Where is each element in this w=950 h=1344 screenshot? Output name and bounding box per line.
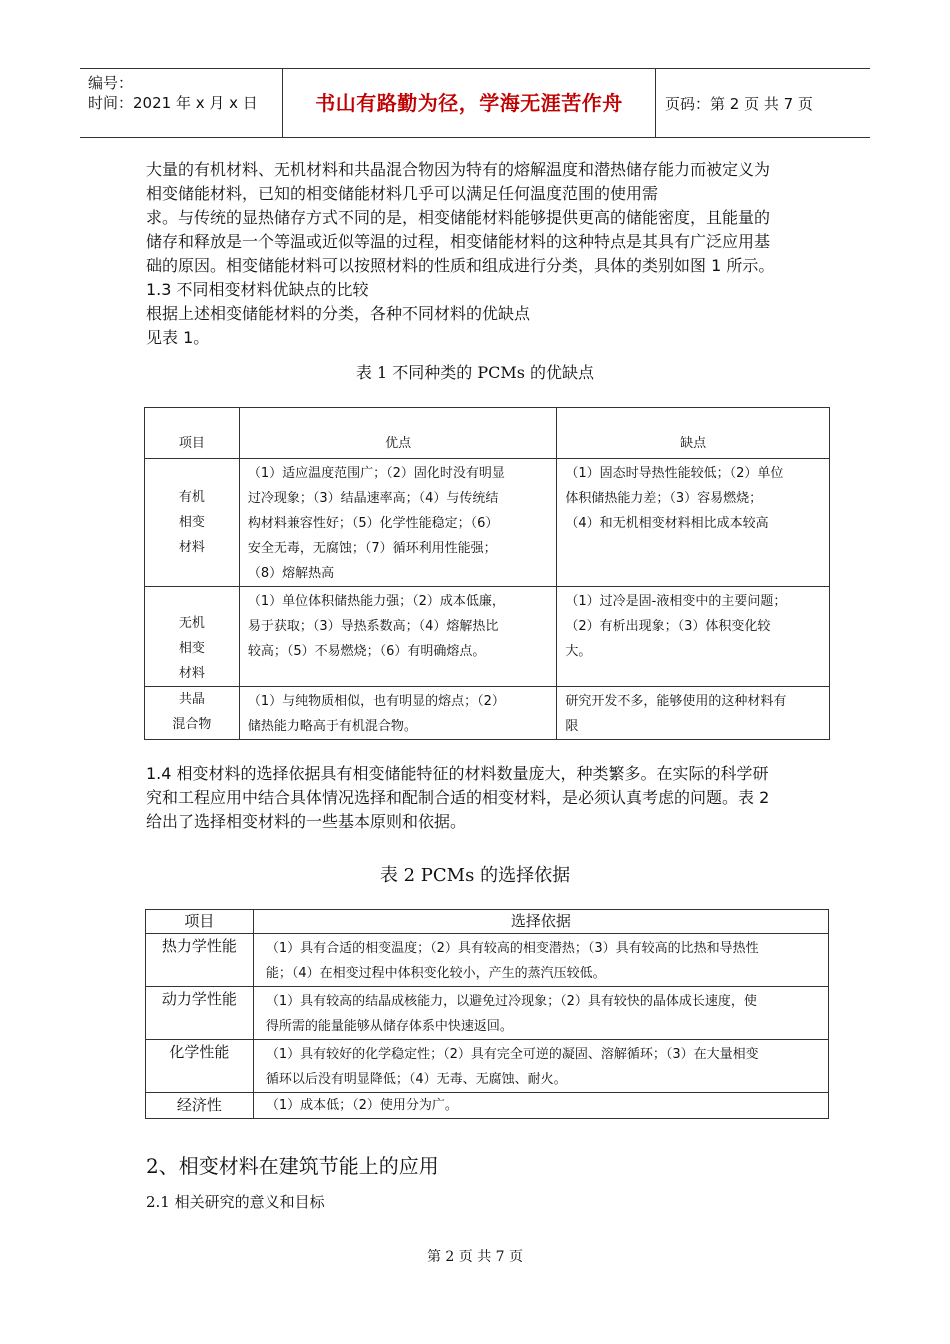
row-pros-organic xyxy=(239,459,557,587)
cell-line: （1）固态时导热性能较低；（2）单位 xyxy=(565,466,784,481)
table1-header-cons: 缺点 xyxy=(557,408,830,459)
row-name-chemical: 化学性能 xyxy=(146,1040,254,1093)
section-2-1-heading: 2.1 相关研究的意义和目标 xyxy=(146,1193,325,1211)
cell-line: （1）适应温度范围广；（2）固化时没有明显 xyxy=(247,466,505,481)
text-line: 根据上述相变储能材料的分类，各种不同材料的优缺点 xyxy=(146,304,531,323)
cell-line: 较高；（5）不易燃烧；（6）有明确熔点。 xyxy=(247,644,486,659)
cell-line: （1）具有较好的化学稳定性；（2）具有完全可逆的凝固、溶解循环；（3）在大量相变 xyxy=(265,1047,759,1062)
row-name-thermo: 热力学性能 xyxy=(146,934,254,987)
row-name-line: 有机 xyxy=(178,490,205,505)
table-row xyxy=(145,687,830,740)
cell-line: （8）熔解热高 xyxy=(247,566,335,581)
cell-line: 构材料兼容性好；（5）化学性能稳定；（6） xyxy=(247,516,499,531)
text-line: 1.4 相变材料的选择依据具有相变储能特征的材料数量庞大，种类繁多。在实际的科学研 xyxy=(146,764,769,783)
table2-header-row xyxy=(146,910,829,934)
cell-line: 限 xyxy=(565,719,579,734)
cell-line: 能；（4）在相变过程中体积变化较小，产生的蒸汽压较低。 xyxy=(265,966,606,981)
table1-header-item: 项目 xyxy=(145,408,240,459)
row-name-line: 混合物 xyxy=(172,717,212,732)
row-basis-kinetic xyxy=(253,987,828,1040)
cell-line: 储热能力略高于有机混合物。 xyxy=(247,719,417,734)
cell-line: （1）单位体积储热能力强；（2）成本低廉， xyxy=(247,594,505,609)
text-line: 大量的有机材料、无机材料和共晶混合物因为特有的熔解温度和潜热储存能力而被定义为 xyxy=(146,160,771,179)
cell-line: 过冷现象；（3）结晶速率高；（4）与传统结 xyxy=(247,491,499,506)
cell-line: 研究开发不多，能够使用的这种材料有 xyxy=(565,694,787,709)
text-line: 给出了选择相变材料的一些基本原则和依据。 xyxy=(146,812,467,831)
row-name-line: 相变 xyxy=(178,515,205,530)
cell-line: 体积储热能力差；（3）容易燃烧； xyxy=(565,491,763,506)
page-header xyxy=(80,68,870,138)
section-1-4-paragraph xyxy=(146,762,769,834)
cell-line: （4）和无机相变材料相比成本较高 xyxy=(565,516,769,531)
table-row xyxy=(146,987,829,1040)
cell-line: （1）具有较高的结晶成核能力，以避免过冷现象；（2）具有较快的晶体成长速度，使 xyxy=(265,994,757,1009)
row-basis-chemical xyxy=(253,1040,828,1093)
cell-line: （1）过冷是固-液相变中的主要问题； xyxy=(565,594,787,609)
intro-paragraph xyxy=(146,158,774,350)
row-name-line: 相变 xyxy=(178,641,205,656)
cell-line: 大。 xyxy=(565,644,592,659)
header-divider-right xyxy=(655,69,656,137)
text-line: 求。与传统的显热储存方式不同的是，相变储能材料能够提供更高的储能密度，且能量的 xyxy=(146,208,771,227)
row-name-line: 材料 xyxy=(178,666,205,681)
text-line: 见表 1。 xyxy=(146,328,210,347)
row-name-line: 材料 xyxy=(178,540,205,555)
cell-line: 循环以后没有明显降低；（4）无毒、无腐蚀、耐火。 xyxy=(265,1072,567,1087)
table1-header-pros: 优点 xyxy=(239,408,557,459)
row-name-economic: 经济性 xyxy=(146,1093,254,1119)
cell-line: 易于获取；（3）导热系数高；（4）熔解热比 xyxy=(247,619,499,634)
table1-caption: 表 1 不同种类的 PCMs 的优缺点 xyxy=(355,363,595,382)
header-page-number: 页码：第 2 页 共 7 页 xyxy=(665,95,813,113)
table-row xyxy=(145,587,830,687)
table-row xyxy=(146,934,829,987)
table-row xyxy=(146,1093,829,1119)
row-name-inorganic xyxy=(145,587,240,687)
table1-header-row xyxy=(145,408,830,459)
row-name-eutectic xyxy=(145,687,240,740)
row-cons-organic xyxy=(557,459,830,587)
row-name-organic xyxy=(145,459,240,587)
cell-line: （1）成本低；（2）使用分为广。 xyxy=(265,1098,458,1113)
row-cons-eutectic xyxy=(557,687,830,740)
header-number: 编号： xyxy=(88,74,134,92)
text-line: 相变储能材料，已知的相变储能材料几乎可以满足任何温度范围的使用需 xyxy=(146,184,659,203)
cell-line: （1）与纯物质相似，也有明显的熔点；（2） xyxy=(247,694,505,709)
header-time: 时间：2021 年 x 月 x 日 xyxy=(88,94,258,112)
table2-caption: 表 2 PCMs 的选择依据 xyxy=(379,865,571,886)
row-name-kinetic: 动力学性能 xyxy=(146,987,254,1040)
text-line: 础的原因。相变储能材料可以按照材料的性质和组成进行分类，具体的类别如图 1 所示。 xyxy=(146,256,775,275)
row-basis-economic xyxy=(253,1093,828,1119)
cell-line: 得所需的能量能够从储存体系中快速返回。 xyxy=(265,1019,513,1034)
cell-line: 安全无毒，无腐蚀；（7）循环利用性能强； xyxy=(247,541,497,556)
cell-line: （1）具有合适的相变温度；（2）具有较高的相变潜热；（3）具有较高的比热和导热性 xyxy=(265,941,759,956)
section-heading-1-3: 1.3 不同相变材料优缺点的比较 xyxy=(146,280,369,299)
text-line: 究和工程应用中结合具体情况选择和配制合适的相变材料，是必须认真考虑的问题。表 2 xyxy=(146,788,770,807)
row-pros-eutectic xyxy=(239,687,557,740)
row-name-line: 无机 xyxy=(178,616,205,631)
row-pros-inorganic xyxy=(239,587,557,687)
row-basis-thermo xyxy=(253,934,828,987)
table-row xyxy=(146,1040,829,1093)
table2 xyxy=(145,909,829,1119)
row-name-line: 共晶 xyxy=(178,692,205,707)
row-cons-inorganic xyxy=(557,587,830,687)
section-2-heading: 2、相变材料在建筑节能上的应用 xyxy=(146,1154,439,1178)
table-row xyxy=(145,459,830,587)
cell-line: （2）有析出现象；（3）体积变化较 xyxy=(565,619,771,634)
page-footer: 第 2 页 共 7 页 xyxy=(426,1249,524,1265)
table2-header-item: 项目 xyxy=(146,910,254,934)
header-motto: 书山有路勤为径，学海无涯苦作舟 xyxy=(315,91,623,115)
table1 xyxy=(144,407,830,740)
text-line: 储存和释放是一个等温或近似等温的过程，相变储能材料的这种特点是其具有广泛应用基 xyxy=(146,232,771,251)
header-meta xyxy=(88,73,258,113)
table2-header-basis: 选择依据 xyxy=(253,910,828,934)
